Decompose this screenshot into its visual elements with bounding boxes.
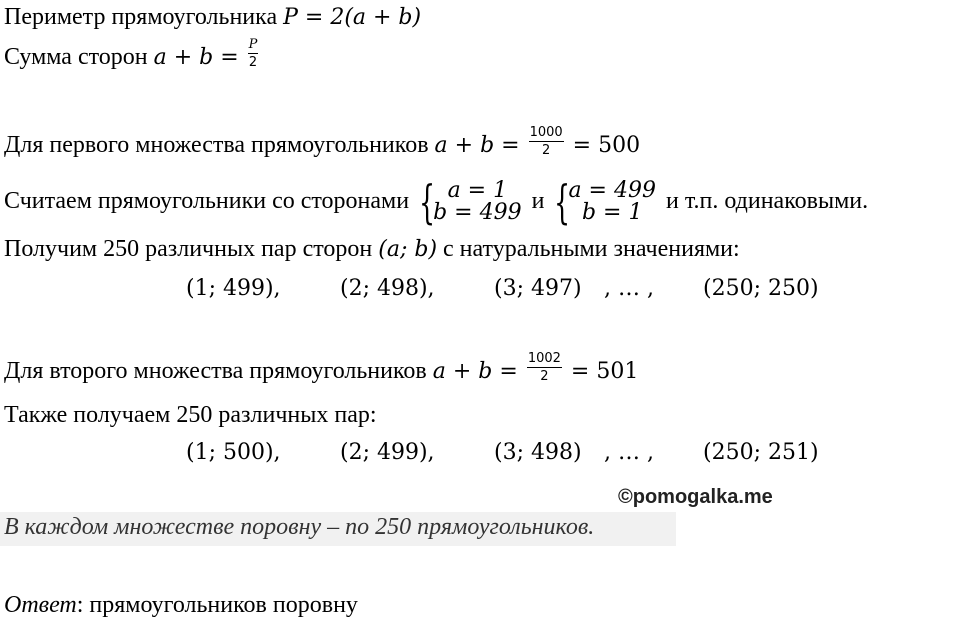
watermark: ©pomogalka.me xyxy=(618,486,773,508)
system-2-row-1: a = 499 xyxy=(568,178,656,204)
conclusion-note-text: В каждом множестве поровну – по 250 прямоугольников. xyxy=(4,514,595,540)
pairs-count-formula: (a; b) xyxy=(378,237,438,262)
pair-item: (3; 497) xyxy=(494,276,582,301)
pairs-count-text-after: с натуральными значениями: xyxy=(437,236,740,262)
equal-rectangles-text-before: Считаем прямоугольники со сторонами xyxy=(4,188,416,214)
second-set-lhs: a + b = xyxy=(432,359,525,384)
second-set-rhs: = 501 xyxy=(563,359,639,384)
sum-sides-fraction xyxy=(248,38,259,70)
also-pairs-text: Также получаем 250 различных пар: xyxy=(4,402,377,428)
pairs-count-line xyxy=(4,234,740,265)
answer-text: : прямоугольников поровну xyxy=(76,592,358,618)
brace-icon: { xyxy=(419,175,436,230)
pair-ellipsis: , … , xyxy=(604,440,654,465)
answer-line xyxy=(4,590,358,620)
conjunction: и xyxy=(525,188,551,214)
pair-item: (250; 251) xyxy=(703,440,819,465)
pairs-count-text: Получим 250 различных пар сторон xyxy=(4,236,379,262)
system-1-row-1: a = 1 xyxy=(447,178,508,204)
equal-rectangles-text-after: и т.п. одинаковыми. xyxy=(659,188,869,214)
system-2 xyxy=(554,175,656,230)
sum-sides-lhs: a + b = xyxy=(153,45,246,70)
first-set-line xyxy=(4,125,641,162)
pairs-list-2 xyxy=(0,438,960,468)
first-set-fraction xyxy=(529,126,564,158)
second-set-text: Для второго множества прямоугольников xyxy=(4,358,433,384)
brace-icon: { xyxy=(554,175,571,230)
second-set-line xyxy=(4,351,639,388)
pairs-list-1 xyxy=(0,274,960,304)
first-set-rhs: = 500 xyxy=(565,133,641,158)
perimeter-line xyxy=(4,2,421,33)
answer-label: Ответ xyxy=(4,592,77,618)
fraction-numerator: P xyxy=(248,37,258,53)
fraction-numerator: 1000 xyxy=(529,125,563,141)
system-1-row-2: b = 499 xyxy=(433,200,522,226)
fraction-numerator: 1002 xyxy=(527,351,561,367)
conclusion-note xyxy=(0,512,676,546)
sum-sides-line xyxy=(4,37,260,74)
also-pairs-line xyxy=(4,400,377,430)
pair-item: (1; 500), xyxy=(186,440,281,465)
perimeter-text: Периметр прямоугольника xyxy=(4,4,284,30)
pair-item: (2; 498), xyxy=(340,276,435,301)
second-set-fraction xyxy=(527,352,562,384)
fraction-denominator: 2 xyxy=(248,55,258,71)
first-set-text: Для первого множества прямоугольников xyxy=(4,132,435,158)
pair-item: (2; 499), xyxy=(340,440,435,465)
pair-item: (1; 499), xyxy=(186,276,281,301)
perimeter-formula: P = 2(a + b) xyxy=(283,5,422,30)
fraction-denominator: 2 xyxy=(541,143,551,159)
first-set-lhs: a + b = xyxy=(434,133,527,158)
pair-ellipsis: , … , xyxy=(604,276,654,301)
system-2-row-2: b = 1 xyxy=(581,200,643,226)
system-1 xyxy=(419,175,522,230)
equal-rectangles-line xyxy=(4,175,869,230)
sum-sides-text: Сумма сторон xyxy=(4,44,154,70)
pair-item: (3; 498) xyxy=(494,440,582,465)
pair-item: (250; 250) xyxy=(703,276,819,301)
fraction-denominator: 2 xyxy=(540,369,549,385)
